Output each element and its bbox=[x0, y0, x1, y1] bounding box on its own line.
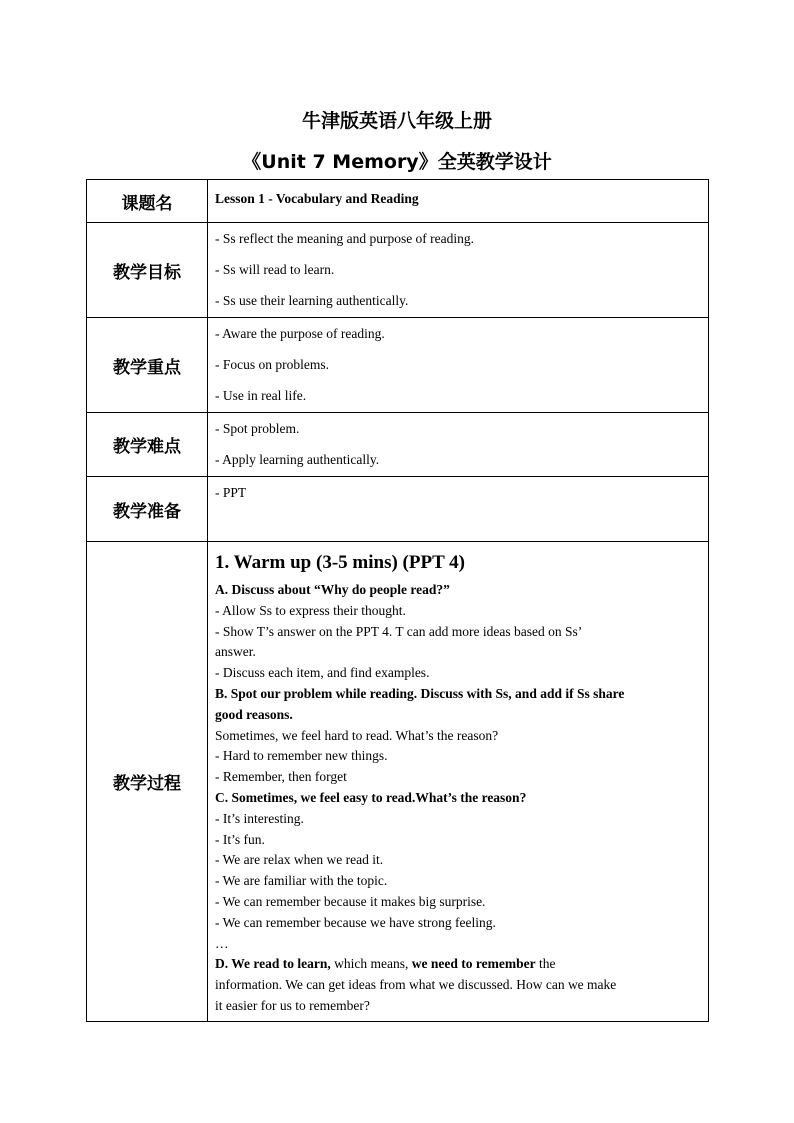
table-row bbox=[87, 223, 709, 318]
lesson-plan-table bbox=[86, 179, 709, 1022]
list-item: it easier for us to remember? bbox=[215, 997, 370, 1013]
table-row bbox=[87, 477, 709, 542]
document-subtitle: 《Unit 7 Memory》全英教学设计 bbox=[242, 151, 552, 173]
section-heading: 1. Warm up (3-5 mins) (PPT 4) bbox=[215, 552, 465, 573]
list-item: - We can remember because it makes big surprise. bbox=[215, 893, 486, 909]
list-item: - Ss will read to learn. bbox=[215, 262, 335, 277]
list-item: - Spot problem. bbox=[215, 421, 300, 436]
list-item: - PPT bbox=[215, 485, 247, 500]
row-value-key-points bbox=[208, 318, 709, 413]
lesson-title: Lesson 1 - Vocabulary and Reading bbox=[215, 191, 419, 206]
row-label-key-points: 教学重点 bbox=[87, 318, 208, 413]
text-fragment: the bbox=[538, 956, 556, 972]
list-item: - Show T’s answer on the PPT 4. T can add more ideas based on Ss’ bbox=[215, 623, 583, 639]
step-heading: D. We read to learn, bbox=[215, 956, 331, 972]
row-label-topic: 课题名 bbox=[87, 180, 208, 223]
row-value-topic bbox=[208, 180, 709, 223]
list-item: - Use in real life. bbox=[215, 388, 307, 403]
table-row bbox=[87, 413, 709, 477]
list-item: - Focus on problems. bbox=[215, 357, 329, 372]
list-item: - It’s interesting. bbox=[215, 810, 304, 826]
table-row bbox=[87, 542, 709, 1022]
list-item: - Aware the purpose of reading. bbox=[215, 326, 385, 341]
row-label-preparation: 教学准备 bbox=[87, 477, 208, 542]
list-item: - Hard to remember new things. bbox=[215, 748, 388, 764]
list-item: - Discuss each item, and find examples. bbox=[215, 665, 430, 681]
row-label-objectives: 教学目标 bbox=[87, 223, 208, 318]
step-heading: C. Sometimes, we feel easy to read.What’s the reason? bbox=[215, 789, 527, 805]
list-item: answer. bbox=[215, 644, 256, 660]
row-value-process bbox=[208, 542, 709, 1022]
step-heading: B. Spot our problem while reading. Discuss with Ss, and add if Ss share bbox=[215, 685, 625, 701]
list-item: … bbox=[215, 935, 229, 951]
list-item: - Remember, then forget bbox=[215, 769, 347, 785]
list-item: - Apply learning authentically. bbox=[215, 452, 380, 467]
list-item: - We can remember because we have strong feeling. bbox=[215, 914, 496, 930]
row-value-preparation bbox=[208, 477, 709, 542]
list-item: - Allow Ss to express their thought. bbox=[215, 602, 406, 618]
list-item: - We are familiar with the topic. bbox=[215, 873, 388, 889]
row-value-objectives bbox=[208, 223, 709, 318]
document-title: 牛津版英语八年级上册 bbox=[301, 110, 492, 132]
text-fragment: which means, bbox=[334, 956, 409, 972]
step-heading: A. Discuss about “Why do people read?” bbox=[215, 582, 450, 597]
row-value-difficulties bbox=[208, 413, 709, 477]
list-item: Sometimes, we feel hard to read. What’s the reason? bbox=[215, 727, 499, 743]
list-item: - Ss reflect the meaning and purpose of reading. bbox=[215, 231, 475, 246]
step-heading: good reasons. bbox=[215, 706, 293, 722]
list-item bbox=[215, 954, 701, 975]
list-item: - We are relax when we read it. bbox=[215, 852, 384, 868]
table-row bbox=[87, 318, 709, 413]
list-item: - Ss use their learning authentically. bbox=[215, 293, 409, 308]
list-item: information. We can get ideas from what we discussed. How can we make bbox=[215, 977, 617, 993]
table-row bbox=[87, 180, 709, 223]
list-item: - It’s fun. bbox=[215, 831, 265, 847]
row-label-process: 教学过程 bbox=[87, 542, 208, 1022]
emphasis-text: we need to remember bbox=[411, 956, 536, 972]
row-label-difficulties: 教学难点 bbox=[87, 413, 208, 477]
